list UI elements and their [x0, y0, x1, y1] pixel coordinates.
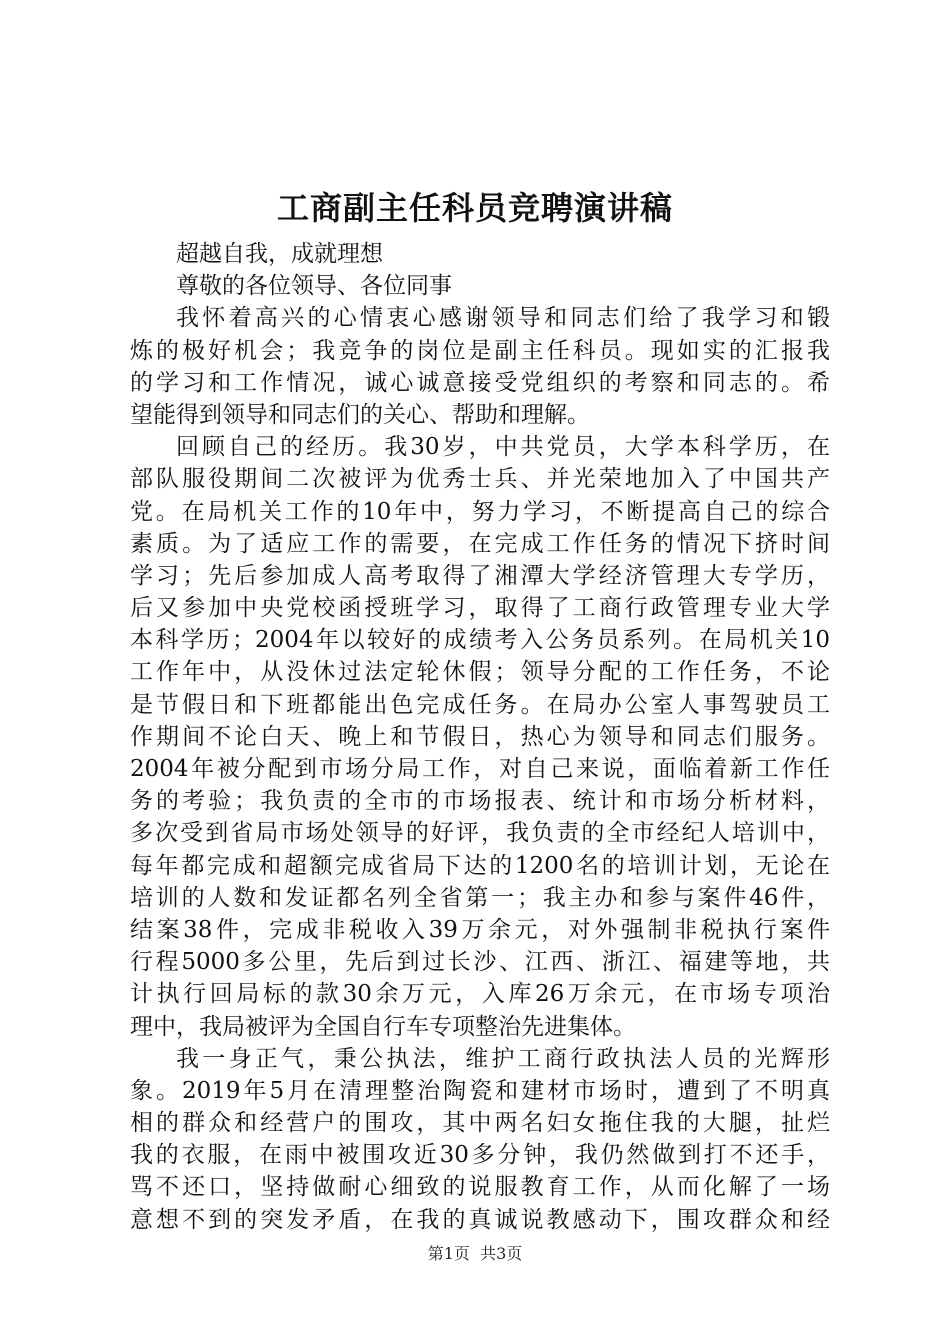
text-line: 党。在局机关工作的10年中，努力学习，不断提高自己的综合 — [130, 498, 830, 525]
page-number-label: 第1页 共3页 — [427, 1244, 523, 1263]
text-line: 每年都完成和超额完成省局下达的1200名的培训计划，无论在 — [130, 852, 830, 879]
document-body — [130, 238, 830, 1236]
text-line: 务的考验；我负责的全市的市场报表、统计和市场分析材料， — [130, 788, 830, 815]
text-line: 部队服役期间二次被评为优秀士兵、并光荣地加入了中国共产 — [130, 466, 830, 493]
text-line: 多次受到省局市场处领导的好评，我负责的全市经纪人培训中， — [130, 820, 830, 847]
text-line: 理中，我局被评为全国自行车专项整治先进集体。 — [130, 1013, 636, 1040]
text-line: 骂不还口，坚持做耐心细致的说服教育工作，从而化解了一场 — [130, 1174, 830, 1201]
text-line: 我一身正气，秉公执法，维护工商行政执法人员的光辉形 — [176, 1045, 830, 1072]
text-line: 意想不到的突发矛盾，在我的真诚说教感动下，围攻群众和经 — [130, 1206, 830, 1233]
text-line: 培训的人数和发证都名列全省第一；我主办和参与案件46件， — [130, 884, 830, 911]
text-line: 望能得到领导和同志们的关心、帮助和理解。 — [130, 401, 590, 428]
text-line: 炼的极好机会；我竞争的岗位是副主任科员。现如实的汇报我 — [130, 337, 830, 364]
text-line: 素质。为了适应工作的需要，在完成工作任务的情况下挤时间 — [130, 530, 830, 557]
text-line: 我的衣服，在雨中被围攻近30多分钟，我仍然做到打不还手， — [130, 1142, 830, 1169]
text-line: 学习；先后参加成人高考取得了湘潭大学经济管理大专学历， — [130, 562, 830, 589]
text-line: 的学习和工作情况，诚心诚意接受党组织的考察和同志的。希 — [130, 369, 830, 396]
text-line: 计执行回局标的款30余万元，入库26万余元，在市场专项治 — [130, 981, 830, 1008]
text-line: 作期间不论白天、晚上和节假日，热心为领导和同志们服务。 — [130, 723, 830, 750]
text-line: 后又参加中央党校函授班学习，取得了工商行政管理专业大学 — [130, 595, 830, 622]
text-line: 本科学历；2004年以较好的成绩考入公务员系列。在局机关10 — [130, 627, 830, 654]
text-line: 回顾自己的经历。我30岁，中共党员，大学本科学历，在 — [176, 434, 830, 461]
text-line: 相的群众和经营户的围攻，其中两名妇女拖住我的大腿，扯烂 — [130, 1110, 830, 1137]
text-line: 2004年被分配到市场分局工作，对自己来说，面临着新工作任 — [130, 756, 830, 782]
document-title: 工商副主任科员竞聘演讲稿 — [276, 189, 673, 227]
text-line: 超越自我，成就理想 — [176, 241, 383, 267]
text-line: 我怀着高兴的心情衷心感谢领导和同志们给了我学习和锻 — [176, 305, 830, 332]
text-line: 结案38件，完成非税收入39万余元，对外强制非税执行案件 — [130, 916, 830, 943]
text-line: 象。2019年5月在清理整治陶瓷和建材市场时，遭到了不明真 — [130, 1077, 830, 1104]
text-line: 工作年中，从没休过法定轮休假；领导分配的工作任务，不论 — [130, 659, 830, 686]
page-footer — [0, 1244, 950, 1264]
text-line: 行程5000多公里，先后到过长沙、江西、浙江、福建等地，共 — [130, 949, 830, 976]
text-line: 尊敬的各位领导、各位同事 — [176, 273, 452, 300]
text-line: 是节假日和下班都能出色完成任务。在局办公室人事驾驶员工 — [130, 691, 830, 718]
